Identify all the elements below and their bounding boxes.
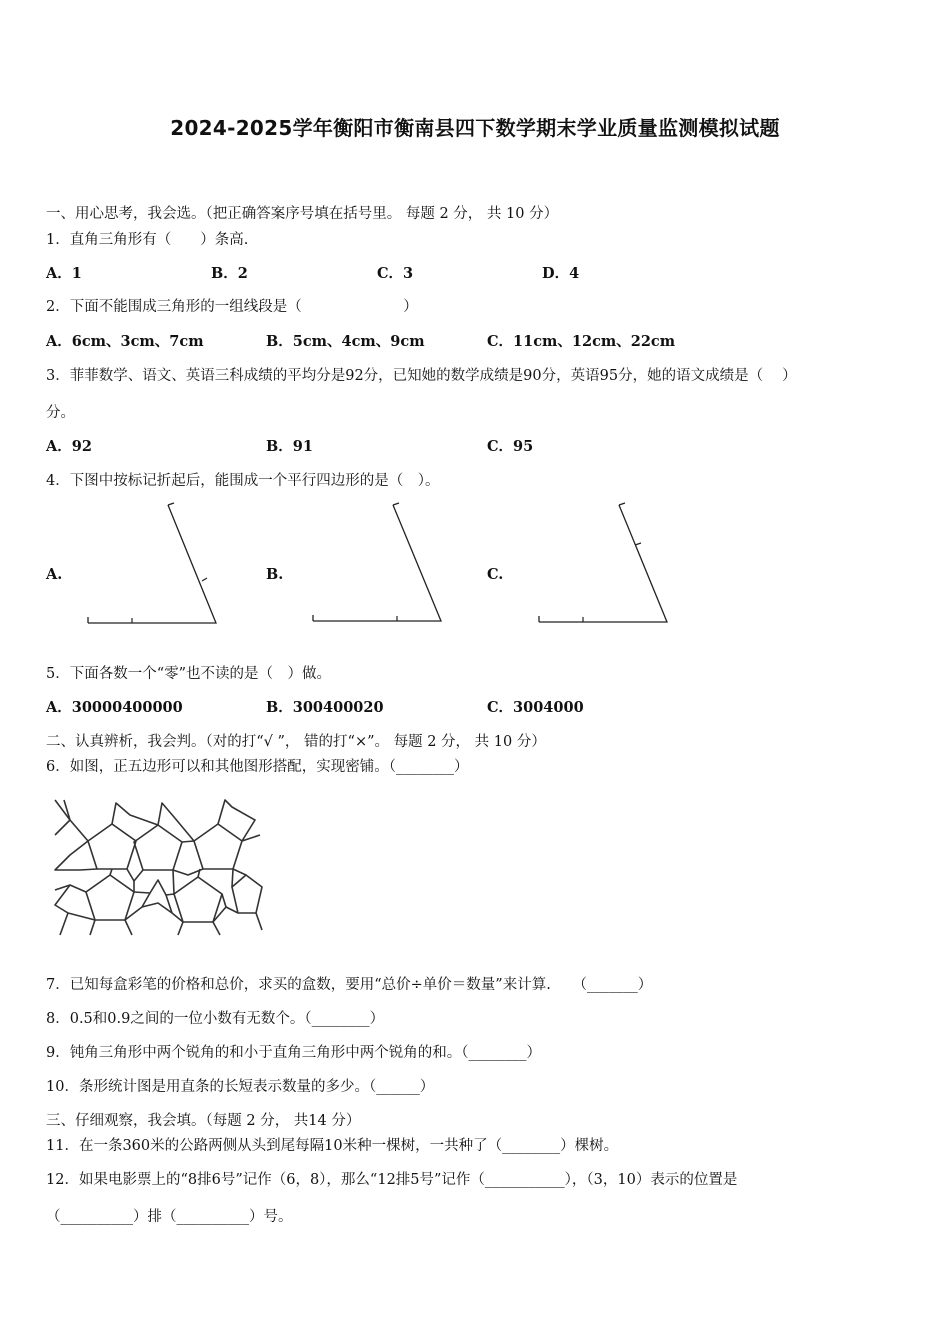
q3-stem: 3．菲菲数学、语文、英语三科成绩的平均分是92分，已知她的数学成绩是90分，英语95分，她的语文成绩是（ ） bbox=[46, 368, 797, 384]
q12-text-cont: （__________）排（__________）号。 bbox=[46, 1209, 293, 1225]
q3-stem-cont: 分。 bbox=[46, 405, 75, 421]
page-title: 2024-2025学年衡阳市衡南县四下数学期末学业质量监测模拟试题 bbox=[170, 116, 780, 140]
q4-figure-c bbox=[535, 500, 675, 630]
q1-option-b: B．2 bbox=[211, 265, 248, 282]
q1-stem: 1．直角三角形有（ ）条高. bbox=[46, 232, 249, 248]
q9-text: 9．钝角三角形中两个锐角的和小于直角三角形中两个锐角的和。（________） bbox=[46, 1045, 541, 1061]
section3-heading: 三、仔细观察，我会填。（每题 2 分， 共14 分） bbox=[46, 1113, 361, 1129]
q4-figure-b bbox=[309, 500, 449, 630]
q8-text: 8．0.5和0.9之间的一位小数有无数个。（________） bbox=[46, 1011, 385, 1027]
section2-heading: 二、认真辨析，我会判。（对的打“√ ”， 错的打“×”。 每题 2 分， 共 10 分） bbox=[46, 734, 546, 750]
q1-option-a: A．1 bbox=[46, 265, 82, 282]
q5-stem: 5．下面各数一个“零”也不读的是（ ）做。 bbox=[46, 666, 332, 682]
q4-option-a-label: A. bbox=[46, 566, 63, 583]
section1-heading: 一、用心思考，我会选。（把正确答案序号填在括号里。 每题 2 分， 共 10 分） bbox=[46, 206, 559, 222]
pentagon-star-tiling-figure bbox=[50, 795, 265, 940]
q4-figure-a bbox=[84, 500, 224, 630]
q4-option-b-label: B. bbox=[266, 566, 284, 583]
q3-option-c: C．95 bbox=[487, 438, 534, 455]
q2-option-b: B．5cm、4cm、9cm bbox=[266, 333, 425, 350]
q4-option-c-label: C. bbox=[487, 566, 504, 583]
q7-text: 7．已知每盒彩笔的价格和总价，求买的盒数，要用“总价÷单价＝数量”来计算. （_______） bbox=[46, 977, 653, 993]
q1-option-d: D．4 bbox=[542, 265, 580, 282]
q2-option-a: A．6cm、3cm、7cm bbox=[46, 333, 204, 350]
q6-text: 6．如图，正五边形可以和其他图形搭配，实现密铺。（________） bbox=[46, 759, 469, 775]
q2-option-c: C．11cm、12cm、22cm bbox=[487, 333, 676, 350]
q5-option-b: B．300400020 bbox=[266, 699, 384, 716]
q3-option-a: A．92 bbox=[46, 438, 92, 455]
q5-option-c: C．3004000 bbox=[487, 699, 584, 716]
q2-stem: 2．下面不能围成三角形的一组线段是（ ） bbox=[46, 299, 418, 315]
q12-text: 12．如果电影票上的“8排6号”记作（6，8），那么“12排5号”记作（___________），（3，10）表示的位置是 bbox=[46, 1172, 738, 1188]
q10-text: 10．条形统计图是用直条的长短表示数量的多少。（______） bbox=[46, 1079, 435, 1095]
q5-option-a: A．30000400000 bbox=[46, 699, 183, 716]
q4-stem: 4．下图中按标记折起后，能围成一个平行四边形的是（ ）。 bbox=[46, 473, 440, 489]
q1-option-c: C．3 bbox=[377, 265, 414, 282]
q3-option-b: B．91 bbox=[266, 438, 313, 455]
q11-text: 11．在一条360米的公路两侧从头到尾每隔10米种一棵树，一共种了（________）棵树。 bbox=[46, 1138, 619, 1154]
